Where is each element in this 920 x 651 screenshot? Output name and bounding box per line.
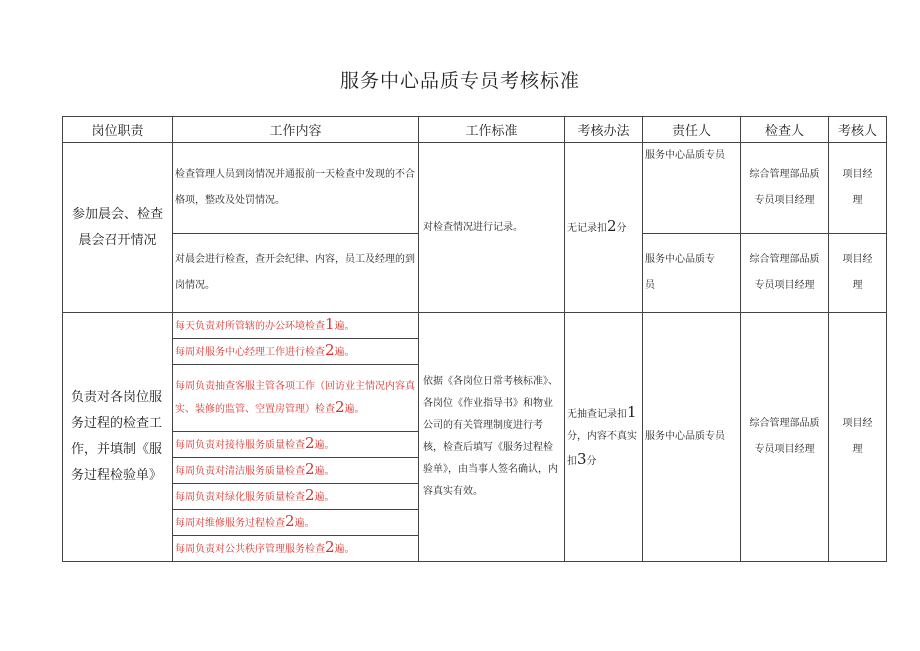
standard-cell: 依据《各岗位日常考核标准》、各岗位《作业指导书》和物业公司的有关管理制度进行考核，检查后填写《服务过程检验单》，由当事人签名确认，内容真实有效。: [419, 313, 565, 562]
header-checker: 检查人: [741, 117, 829, 143]
table-row: [63, 143, 887, 234]
duty-cell: 负责对各岗位服务过程的检查工作，并填制《服务过程检验单》: [63, 313, 173, 562]
assessor-cell: 项目经理: [829, 143, 887, 234]
header-method: 考核办法: [565, 117, 643, 143]
work-item: 每周对维修服务过程检查2遍。: [173, 510, 419, 536]
method-number: 3: [577, 450, 587, 468]
work-item: 每周负责对绿化服务质量检查2遍。: [173, 484, 419, 510]
header-row: [63, 117, 887, 143]
header-responsible: 责任人: [643, 117, 741, 143]
assessor-cell: 项目经理: [829, 234, 887, 313]
method-number: 1: [627, 403, 637, 421]
content-cell: 对晨会进行检查，查开会纪律、内容，员工及经理的到岗情况。: [173, 234, 419, 313]
checker-cell: 综合管理部品质专员项目经理: [741, 143, 829, 234]
assessor-cell: 项目经理: [829, 313, 887, 562]
method-text: 分: [586, 456, 597, 467]
work-item: 每周负责对公共秩序管理服务检查2遍。: [173, 536, 419, 562]
method-text: 分: [616, 223, 627, 234]
checker-cell: 综合管理部品质专员项目经理: [741, 313, 829, 562]
work-item: 每周对服务中心经理工作进行检查2遍。: [173, 339, 419, 365]
header-assessor: 考核人: [829, 117, 887, 143]
table-row: [63, 313, 887, 339]
method-number: 2: [607, 217, 617, 235]
header-standard: 工作标准: [419, 117, 565, 143]
method-text: 分，内容不真实扣: [567, 431, 637, 467]
method-cell: [565, 143, 643, 313]
responsible-cell: 服务中心品质专员: [643, 313, 741, 562]
work-item: 每周负责抽查客服主管各项工作（回访业主情况内容真实、装修的监管、空置房管理）检查2遍。: [173, 365, 419, 432]
method-text: 无抽查记录扣: [567, 409, 627, 420]
page-title: 服务中心品质专员考核标准: [339, 70, 580, 92]
work-item: 每周负责对清洁服务质量检查2遍。: [173, 458, 419, 484]
header-content: 工作内容: [173, 117, 419, 143]
method-cell: [565, 313, 643, 562]
checker-cell: 综合管理部品质专员项目经理: [741, 234, 829, 313]
work-item: 每天负责对所管辖的办公环境检查1遍。: [173, 313, 419, 339]
method-text: 无记录扣: [567, 223, 607, 234]
standard-cell: 对检查情况进行记录。: [419, 143, 565, 313]
header-duty: 岗位职责: [63, 117, 173, 143]
assessment-table: [62, 116, 887, 562]
work-item: 每周负责对接待服务质量检查2遍。: [173, 432, 419, 458]
responsible-cell: 服务中心品质专员: [643, 234, 741, 313]
duty-cell: 参加晨会、检查晨会召开情况: [63, 143, 173, 313]
content-cell: 检查管理人员到岗情况并通报前一天检查中发现的不合格项，整改及处罚情况。: [173, 143, 419, 234]
responsible-cell: 服务中心品质专员: [643, 143, 741, 234]
